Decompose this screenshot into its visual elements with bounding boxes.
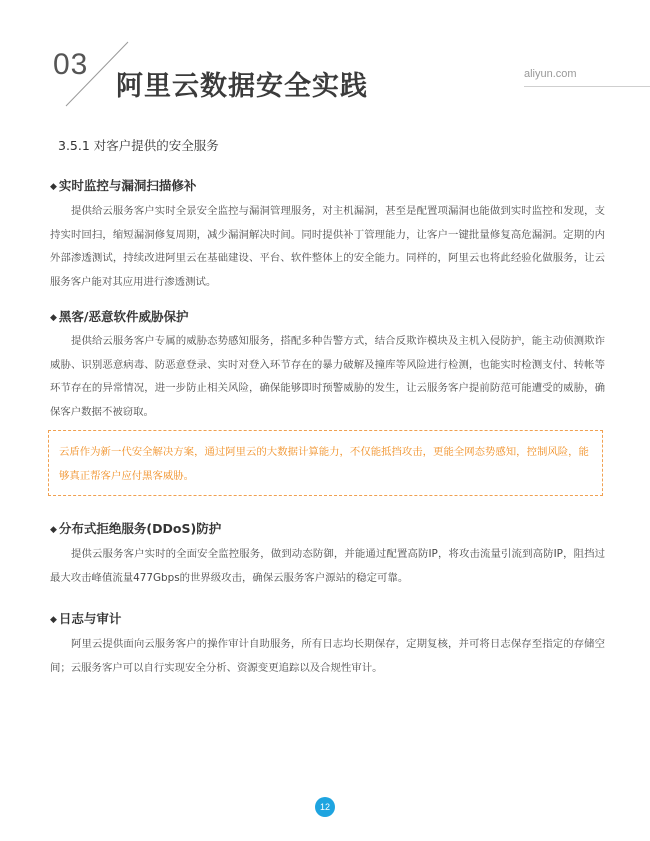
subsection-paragraph: 提供云服务客户实时的全面安全监控服务，做到动态防御，并能通过配置高防IP，将攻击流量引流到高防IP，阻挡过最大攻击峰值流量477Gbps的世界级攻击，确保云服务客户源站的稳定可靠。 [50,548,605,584]
subsection-heading [50,519,221,537]
subsection-heading-text: 分布式拒绝服务(DDoS)防护 [58,521,222,536]
page-title: 阿里云数据安全实践 [116,71,368,102]
subsection-paragraph: 提供给云服务客户实时全景安全监控与漏洞管理服务，对主机漏洞，甚至是配置项漏洞也能做到实时监控和发现，支持实时回扫，缩短漏洞修复周期，减少漏洞解决时间。同时提供补丁管理能力，让客户一键批量修复高危漏洞。定期的内外部渗透测试，持续改进阿里云在基础建设、平台、软件整体上的安全能力。同样的，阿里云也将此经验化做服务，让云服务客户能对其应用进行渗透测试。 [50,205,605,288]
page-number-badge: 12 [315,797,335,817]
diamond-bullet-icon: ◆ [50,615,57,625]
diamond-bullet-icon: ◆ [50,313,57,323]
header-rule [524,86,650,87]
subsection-paragraph: 阿里云提供面向云服务客户的操作审计自助服务，所有日志均长期保存，定期复核，并可将日志保存至指定的存储空间；云服务客户可以自行实现安全分析、资源变更追踪以及合规性审计。 [50,638,605,674]
callout-box: 云盾作为新一代安全解决方案，通过阿里云的大数据计算能力，不仅能抵挡攻击，更能全网态势感知，控制风险，能够真正帮客户应付黑客威胁。 [48,430,603,496]
subsection-heading-text: 实时监控与漏洞扫描修补 [58,178,197,193]
chapter-number: 03 [53,48,89,81]
subsection-heading-text: 黑客/恶意软件威胁保护 [58,309,189,324]
brand-url: aliyun.com [524,68,577,80]
subsection-heading [50,307,189,325]
subsection-heading [50,609,121,627]
section-title: 3.5.1 对客户提供的安全服务 [58,138,219,153]
subsection-heading-text: 日志与审计 [58,611,122,626]
subsection-paragraph: 提供给云服务客户专属的威胁态势感知服务，搭配多种告警方式，结合反欺诈模块及主机入侵防护，能主动侦测欺诈威胁、识别恶意病毒、防恶意登录、实时对登入环节存在的暴力破解及撞库等风险进行检测，也能实时检测支付、转帐等环节存在的异常情况，进一步防止相关风险，确保能够即时预警威胁的发生，让云服务客户提前防范可能遭受的威胁，确保客户数据不被窃取。 [50,335,605,418]
diamond-bullet-icon: ◆ [50,525,57,535]
subsection-heading [50,176,196,194]
diamond-bullet-icon: ◆ [50,182,57,192]
